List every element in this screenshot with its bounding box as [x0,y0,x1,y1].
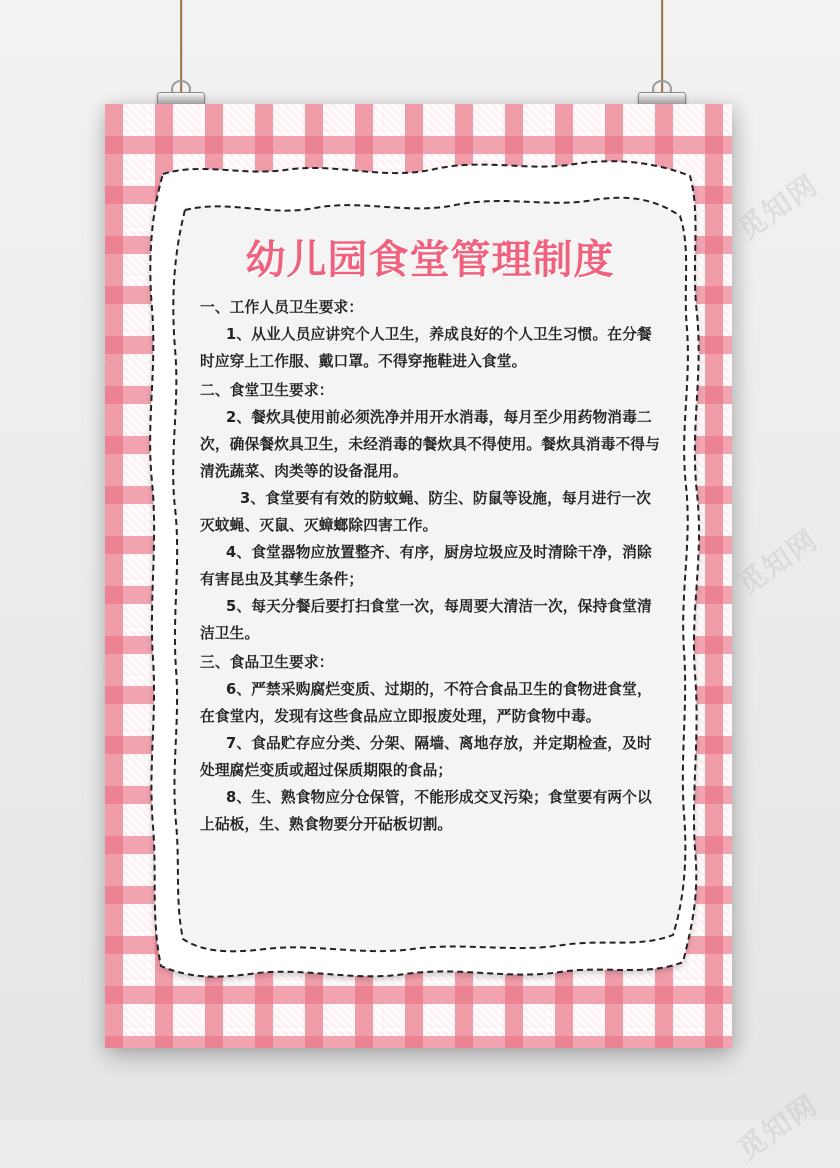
watermark-bottom: 觅知网 [731,1087,825,1167]
rule-1-personal-hygiene: 1、从业人员应讲究个人卫生，养成良好的个人卫生习惯。在分餐时应穿上工作服、戴口罩。不得穿拖鞋进入食堂。 [200,326,652,370]
rule-3-pest-control: 3、食堂要有有效的防蚊蝇、防尘、防鼠等设施，每月进行一次灭蚊蝇、灭鼠、灭蟑螂除四害工作。 [200,490,651,534]
kindergarten-canteen-poster [105,104,732,1048]
rule-5-cleaning-schedule: 5、每天分餐后要打扫食堂一次，每周要大清洁一次，保持食堂清洁卫生。 [200,598,652,642]
section-heading-staff-hygiene: 一、工作人员卫生要求： [200,299,364,316]
watermark-middle: 觅知网 [731,522,825,602]
rule-7-food-storage: 7、食品贮存应分类、分架、隔墙、离地存放，并定期检查，及时处理腐烂变质或超过保质期限的食品； [200,735,652,779]
hanging-string-right [661,0,663,92]
section-heading-food-hygiene: 三、食品卫生要求： [200,654,334,671]
hanging-string-left [180,0,182,92]
section-heading-canteen-hygiene: 二、食堂卫生要求： [200,382,334,399]
rule-4-order-and-garbage: 4、食堂器物应放置整齐、有序，厨房垃圾应及时清除干净，消除有害昆虫及其孳生条件； [200,544,652,588]
rule-8-raw-cooked-separation: 8、生、熟食物应分仓保管，不能形成交叉污染；食堂要有两个以上砧板，生、熟食物要分开砧板切割。 [200,789,652,833]
watermark-top: 觅知网 [731,167,825,247]
poster-title: 幼儿园食堂管理制度 [245,237,615,283]
rule-6-food-procurement: 6、严禁采购腐烂变质、过期的，不符合食品卫生的食物进食堂，在食堂内，发现有这些食品应立即报废处理，严防食物中毒。 [200,681,652,725]
rule-2-tableware-disinfection: 2、餐炊具使用前必须洗净并用开水消毒，每月至少用药物消毒二次，确保餐炊具卫生，未经消毒的餐炊具不得使用。餐炊具消毒不得与清洗蔬菜、肉类等的设备混用。 [200,409,660,480]
poster-content [200,238,660,838]
